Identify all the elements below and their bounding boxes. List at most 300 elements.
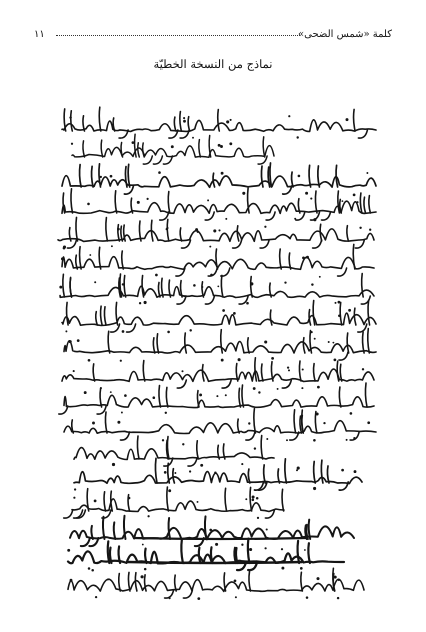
manuscript-dot bbox=[221, 359, 224, 362]
manuscript-dot bbox=[314, 338, 316, 340]
manuscript-stroke bbox=[87, 489, 89, 511]
manuscript-dot bbox=[88, 567, 91, 570]
manuscript-dot bbox=[124, 394, 127, 397]
manuscript-dot bbox=[155, 274, 158, 277]
manuscript-stroke bbox=[101, 140, 103, 157]
manuscript-dot bbox=[122, 283, 124, 285]
section-title: نماذج من النسخة الخطيّة bbox=[153, 57, 273, 71]
manuscript-stroke bbox=[322, 212, 331, 220]
manuscript-dot bbox=[337, 597, 339, 599]
manuscript-stroke bbox=[280, 249, 282, 269]
manuscript-stroke bbox=[105, 412, 107, 433]
manuscript-dot bbox=[305, 192, 308, 195]
manuscript-dot bbox=[245, 498, 247, 500]
manuscript-stroke bbox=[318, 166, 320, 187]
manuscript-dot bbox=[183, 120, 186, 123]
manuscript-stroke bbox=[101, 306, 103, 325]
manuscript-dot bbox=[89, 254, 91, 256]
manuscript-image bbox=[44, 100, 382, 610]
manuscript-stroke bbox=[313, 301, 315, 326]
manuscript-stroke bbox=[358, 130, 367, 138]
manuscript-stroke bbox=[180, 112, 182, 132]
manuscript-stroke bbox=[124, 225, 126, 241]
manuscript-dot bbox=[128, 497, 131, 500]
manuscript-line bbox=[64, 395, 374, 407]
manuscript-dot bbox=[144, 568, 147, 571]
manuscript-stroke bbox=[173, 469, 175, 483]
manuscript-dot bbox=[174, 472, 176, 474]
manuscript-line bbox=[64, 421, 376, 434]
manuscript-stroke bbox=[103, 517, 105, 539]
manuscript-stroke bbox=[261, 364, 263, 381]
manuscript-stroke bbox=[236, 364, 238, 382]
manuscript-stroke bbox=[282, 489, 284, 511]
manuscript-stroke bbox=[339, 352, 348, 360]
manuscript-dot bbox=[121, 412, 123, 414]
manuscript-stroke bbox=[134, 538, 306, 539]
manuscript-stroke bbox=[106, 218, 108, 241]
manuscript-stroke bbox=[143, 143, 145, 157]
manuscript-dot bbox=[216, 395, 218, 397]
manuscript-stroke bbox=[118, 225, 120, 241]
manuscript-dot bbox=[353, 194, 356, 197]
manuscript-dot bbox=[77, 339, 80, 342]
manuscript-dot bbox=[348, 309, 351, 312]
manuscript-stroke bbox=[222, 380, 231, 388]
manuscript-stroke bbox=[314, 462, 316, 484]
manuscript-stroke bbox=[248, 469, 250, 483]
manuscript-dot bbox=[362, 368, 364, 370]
manuscript-dot bbox=[233, 312, 236, 315]
manuscript-stroke bbox=[145, 549, 147, 563]
manuscript-stroke bbox=[63, 193, 65, 213]
manuscript-stroke bbox=[99, 107, 101, 131]
manuscript-stroke bbox=[96, 312, 98, 325]
manuscript-dot bbox=[69, 340, 72, 343]
manuscript-dot bbox=[65, 330, 67, 332]
manuscript-stroke bbox=[167, 437, 169, 459]
manuscript-dot bbox=[147, 515, 149, 517]
manuscript-stroke bbox=[314, 364, 316, 381]
manuscript-dot bbox=[144, 301, 147, 304]
manuscript-stroke bbox=[298, 541, 300, 563]
manuscript-dot bbox=[71, 143, 73, 145]
manuscript-line bbox=[62, 176, 376, 188]
manuscript-stroke bbox=[63, 274, 65, 297]
manuscript-dot bbox=[91, 569, 94, 572]
manuscript-stroke bbox=[70, 278, 72, 297]
manuscript-stroke bbox=[124, 276, 126, 298]
manuscript-dot bbox=[241, 463, 243, 465]
manuscript-stroke bbox=[166, 387, 168, 407]
manuscript-stroke bbox=[221, 275, 223, 297]
manuscript-dot bbox=[338, 579, 340, 581]
manuscript-stroke bbox=[128, 562, 302, 563]
manuscript-dot bbox=[169, 597, 171, 599]
manuscript-stroke bbox=[188, 117, 190, 131]
manuscript-stroke bbox=[114, 522, 116, 539]
manuscript-dot bbox=[132, 141, 135, 144]
manuscript-dot bbox=[59, 286, 62, 289]
manuscript-stroke bbox=[137, 436, 139, 459]
manuscript-dot bbox=[264, 340, 267, 343]
manuscript-stroke bbox=[99, 164, 101, 187]
manuscript-dot bbox=[182, 443, 184, 445]
manuscript-stroke bbox=[143, 361, 145, 381]
manuscript-stroke bbox=[264, 465, 266, 483]
manuscript-dot bbox=[229, 142, 232, 145]
manuscript-dot bbox=[221, 172, 224, 175]
manuscript-dot bbox=[316, 577, 319, 580]
manuscript-stroke bbox=[238, 419, 240, 433]
manuscript-dot bbox=[334, 576, 337, 579]
manuscript-stroke bbox=[365, 383, 367, 407]
manuscript-dot bbox=[153, 396, 156, 399]
manuscript-dot bbox=[67, 549, 70, 552]
manuscript-stroke bbox=[258, 156, 267, 164]
manuscript-stroke bbox=[313, 240, 322, 248]
manuscript-stroke bbox=[310, 331, 312, 354]
manuscript-stroke bbox=[80, 165, 82, 187]
manuscript-stroke bbox=[188, 458, 197, 466]
manuscript-stroke bbox=[64, 510, 73, 518]
manuscript-stroke bbox=[233, 240, 242, 248]
manuscript-dot bbox=[122, 330, 125, 333]
manuscript-dot bbox=[281, 548, 283, 550]
manuscript-dot bbox=[210, 274, 213, 277]
manuscript-stroke bbox=[197, 441, 199, 459]
manuscript-stroke bbox=[255, 358, 257, 381]
manuscript-stroke bbox=[157, 334, 159, 353]
manuscript-stroke bbox=[369, 196, 371, 213]
manuscript-stroke bbox=[368, 329, 370, 353]
manuscript-dot bbox=[73, 370, 75, 372]
manuscript-stroke bbox=[121, 226, 123, 241]
manuscript-dot bbox=[141, 575, 144, 578]
manuscript-stroke bbox=[249, 572, 251, 591]
manuscript-dot bbox=[252, 495, 255, 498]
manuscript-stroke bbox=[71, 111, 73, 131]
manuscript-stroke bbox=[159, 386, 161, 408]
manuscript-dot bbox=[165, 412, 167, 414]
manuscript-dot bbox=[74, 488, 76, 490]
manuscript-stroke bbox=[168, 463, 170, 483]
manuscript-stroke bbox=[347, 226, 349, 241]
manuscript-dot bbox=[311, 283, 313, 285]
manuscript-dot bbox=[120, 360, 122, 362]
manuscript-dot bbox=[183, 117, 185, 119]
manuscript-stroke bbox=[340, 199, 342, 213]
manuscript-dot bbox=[302, 256, 305, 259]
manuscript-stroke bbox=[125, 167, 127, 187]
manuscript-dot bbox=[112, 463, 115, 466]
manuscript-stroke bbox=[239, 388, 241, 407]
manuscript-dot bbox=[139, 302, 141, 304]
manuscript-stroke bbox=[337, 361, 339, 381]
manuscript-dot bbox=[168, 489, 171, 492]
manuscript-dot bbox=[338, 314, 341, 317]
handwriting-scan bbox=[44, 100, 382, 610]
manuscript-dot bbox=[162, 439, 164, 441]
manuscript-dot bbox=[254, 447, 256, 449]
manuscript-dot bbox=[199, 393, 202, 396]
manuscript-stroke bbox=[202, 282, 204, 297]
manuscript-line bbox=[62, 369, 374, 381]
manuscript-stroke bbox=[113, 118, 115, 131]
manuscript-stroke bbox=[308, 543, 310, 563]
manuscript-stroke bbox=[135, 134, 137, 157]
manuscript-dot bbox=[332, 342, 334, 344]
manuscript-line bbox=[74, 472, 362, 484]
manuscript-stroke bbox=[285, 459, 287, 483]
manuscript-stroke bbox=[83, 116, 85, 131]
manuscript-dot bbox=[209, 529, 212, 532]
manuscript-dot bbox=[341, 469, 344, 472]
manuscript-stroke bbox=[301, 572, 303, 591]
manuscript-stroke bbox=[91, 526, 93, 539]
manuscript-stroke bbox=[167, 219, 169, 241]
manuscript-stroke bbox=[119, 574, 121, 592]
manuscript-stroke bbox=[299, 361, 301, 381]
manuscript-dot bbox=[73, 497, 75, 499]
manuscript-stroke bbox=[162, 278, 164, 297]
manuscript-stroke bbox=[116, 302, 118, 325]
manuscript-stroke bbox=[246, 432, 255, 440]
manuscript-stroke bbox=[278, 469, 280, 483]
manuscript-stroke bbox=[115, 191, 117, 213]
manuscript-dot bbox=[201, 286, 203, 288]
manuscript-stroke bbox=[69, 228, 71, 241]
manuscript-dot bbox=[297, 467, 300, 470]
manuscript-stroke bbox=[67, 240, 76, 248]
manuscript-dot bbox=[350, 412, 353, 415]
manuscript-dot bbox=[181, 370, 183, 372]
manuscript-dot bbox=[253, 387, 256, 390]
manuscript-dot bbox=[171, 145, 174, 148]
manuscript-dot bbox=[264, 226, 266, 228]
manuscript-dot bbox=[366, 172, 368, 174]
manuscript-dot bbox=[310, 198, 312, 200]
manuscript-dot bbox=[197, 501, 199, 503]
manuscript-stroke bbox=[282, 380, 291, 388]
manuscript-stroke bbox=[248, 338, 250, 353]
manuscript-stroke bbox=[83, 141, 85, 157]
manuscript-dot bbox=[158, 171, 161, 174]
manuscript-stroke bbox=[254, 409, 256, 433]
manuscript-stroke bbox=[138, 143, 140, 157]
manuscript-stroke bbox=[67, 302, 69, 325]
manuscript-stroke bbox=[155, 458, 157, 483]
manuscript-dot bbox=[235, 596, 237, 598]
manuscript-dot bbox=[281, 567, 284, 570]
manuscript-stroke bbox=[362, 274, 364, 297]
manuscript-stroke bbox=[71, 189, 73, 213]
manuscript-stroke bbox=[119, 546, 121, 563]
manuscript-stroke bbox=[302, 410, 304, 433]
manuscript-dot bbox=[323, 422, 325, 424]
manuscript-dot bbox=[250, 282, 253, 285]
manuscript-stroke bbox=[218, 110, 220, 131]
manuscript-stroke bbox=[303, 338, 305, 353]
running-header bbox=[34, 28, 392, 42]
manuscript-stroke bbox=[250, 487, 252, 511]
manuscript-stroke bbox=[64, 109, 66, 131]
manuscript-dot bbox=[117, 228, 120, 231]
manuscript-dot bbox=[88, 359, 91, 362]
manuscript-dot bbox=[356, 201, 358, 203]
manuscript-dot bbox=[300, 567, 303, 570]
manuscript-stroke bbox=[169, 280, 171, 297]
manuscript-stroke bbox=[216, 249, 218, 269]
manuscript-dot bbox=[63, 245, 66, 248]
manuscript-stroke bbox=[175, 575, 177, 591]
manuscript-line bbox=[62, 313, 376, 325]
manuscript-stroke bbox=[358, 324, 367, 332]
manuscript-dot bbox=[248, 422, 250, 424]
manuscript-dot bbox=[209, 246, 211, 248]
manuscript-dot bbox=[246, 302, 249, 305]
manuscript-dot bbox=[189, 470, 191, 472]
manuscript-dot bbox=[137, 201, 140, 204]
manuscript-dot bbox=[369, 229, 371, 231]
manuscript-dot bbox=[264, 547, 266, 549]
manuscript-stroke bbox=[242, 385, 244, 407]
manuscript-stroke bbox=[209, 136, 211, 158]
manuscript-dot bbox=[313, 487, 316, 490]
manuscript-stroke bbox=[248, 539, 250, 563]
manuscript-dot bbox=[284, 281, 286, 283]
manuscript-dot bbox=[367, 421, 370, 424]
manuscript-dot bbox=[346, 118, 349, 121]
manuscript-stroke bbox=[336, 165, 338, 187]
manuscript-dot bbox=[249, 548, 252, 551]
manuscript-stroke bbox=[292, 172, 294, 187]
manuscript-stroke bbox=[223, 444, 225, 459]
manuscript-dot bbox=[301, 387, 303, 389]
manuscript-stroke bbox=[108, 331, 110, 353]
manuscript-dot bbox=[100, 176, 102, 178]
manuscript-stroke bbox=[321, 460, 323, 483]
manuscript-dot bbox=[257, 517, 259, 519]
manuscript-stroke bbox=[270, 283, 272, 297]
manuscript-stroke bbox=[76, 217, 78, 241]
manuscript-stroke bbox=[333, 568, 335, 591]
manuscript-stroke bbox=[165, 590, 174, 598]
manuscript-stroke bbox=[92, 166, 94, 187]
manuscript-dot bbox=[319, 276, 321, 278]
manuscript-dot bbox=[147, 198, 149, 200]
manuscript-dot bbox=[296, 136, 298, 138]
manuscript-dot bbox=[111, 245, 113, 247]
manuscript-stroke bbox=[270, 163, 272, 187]
manuscript-stroke bbox=[139, 221, 141, 241]
manuscript-dot bbox=[225, 218, 227, 220]
manuscript-dot bbox=[94, 281, 96, 283]
manuscript-dot bbox=[226, 120, 229, 123]
manuscript-dot bbox=[252, 499, 255, 502]
manuscript-dot bbox=[92, 422, 95, 425]
manuscript-line bbox=[62, 201, 376, 213]
manuscript-dot bbox=[222, 309, 225, 312]
manuscript-dot bbox=[359, 227, 361, 229]
manuscript-stroke bbox=[261, 166, 263, 187]
manuscript-dot bbox=[61, 257, 64, 260]
manuscript-dot bbox=[304, 549, 306, 551]
manuscript-stroke bbox=[294, 410, 296, 433]
manuscript-dot bbox=[95, 596, 97, 598]
manuscript-stroke bbox=[122, 251, 124, 269]
manuscript-dot bbox=[346, 439, 348, 441]
manuscript-stroke bbox=[145, 575, 147, 591]
manuscript-stroke bbox=[289, 253, 291, 269]
manuscript-dot bbox=[335, 302, 337, 304]
manuscript-line bbox=[68, 579, 364, 591]
manuscript-dot bbox=[107, 579, 109, 581]
manuscript-stroke bbox=[158, 283, 160, 298]
manuscript-stroke bbox=[364, 197, 366, 213]
manuscript-stroke bbox=[354, 308, 356, 325]
manuscript-stroke bbox=[261, 436, 263, 459]
manuscript-dot bbox=[200, 464, 203, 467]
manuscript-dot bbox=[353, 437, 355, 439]
manuscript-stroke bbox=[153, 338, 155, 353]
manuscript-dot bbox=[234, 579, 237, 582]
manuscript-stroke bbox=[104, 492, 106, 511]
manuscript-stroke bbox=[205, 296, 214, 304]
manuscript-stroke bbox=[271, 362, 273, 381]
manuscript-stroke bbox=[121, 432, 130, 440]
manuscript-stroke bbox=[128, 164, 130, 187]
manuscript-stroke bbox=[327, 466, 329, 483]
manuscript-dot bbox=[94, 500, 97, 503]
manuscript-stroke bbox=[338, 268, 347, 276]
manuscript-dot bbox=[286, 439, 288, 441]
manuscript-stroke bbox=[167, 487, 169, 511]
manuscript-line bbox=[60, 286, 374, 297]
manuscript-dot bbox=[266, 438, 268, 440]
manuscript-stroke bbox=[248, 188, 250, 213]
manuscript-stroke bbox=[180, 228, 182, 241]
manuscript-dot bbox=[110, 391, 112, 393]
manuscript-stroke bbox=[135, 573, 137, 591]
manuscript-dot bbox=[207, 199, 209, 201]
manuscript-stroke bbox=[99, 247, 101, 269]
manuscript-stroke bbox=[368, 300, 370, 325]
manuscript-dot bbox=[87, 203, 90, 206]
manuscript-stroke bbox=[298, 199, 300, 213]
manuscript-dot bbox=[313, 218, 316, 221]
manuscript-stroke bbox=[142, 276, 144, 298]
manuscript-stroke bbox=[251, 277, 253, 297]
manuscript-stroke bbox=[355, 240, 364, 248]
manuscript-stroke bbox=[199, 548, 201, 563]
manuscript-line bbox=[74, 448, 274, 460]
manuscript-stroke bbox=[174, 117, 176, 131]
manuscript-stroke bbox=[340, 302, 342, 325]
manuscript-dot bbox=[167, 331, 170, 334]
manuscript-dot bbox=[218, 229, 220, 231]
manuscript-dot bbox=[195, 228, 198, 231]
manuscript-dot bbox=[334, 359, 337, 362]
manuscript-dot bbox=[325, 526, 327, 528]
manuscript-dot bbox=[354, 470, 357, 473]
manuscript-stroke bbox=[104, 307, 106, 325]
manuscript-dot bbox=[328, 341, 330, 343]
manuscript-dot bbox=[117, 421, 120, 424]
manuscript-stroke bbox=[211, 547, 213, 563]
manuscript-dot bbox=[306, 596, 309, 599]
manuscript-stroke bbox=[363, 332, 365, 353]
